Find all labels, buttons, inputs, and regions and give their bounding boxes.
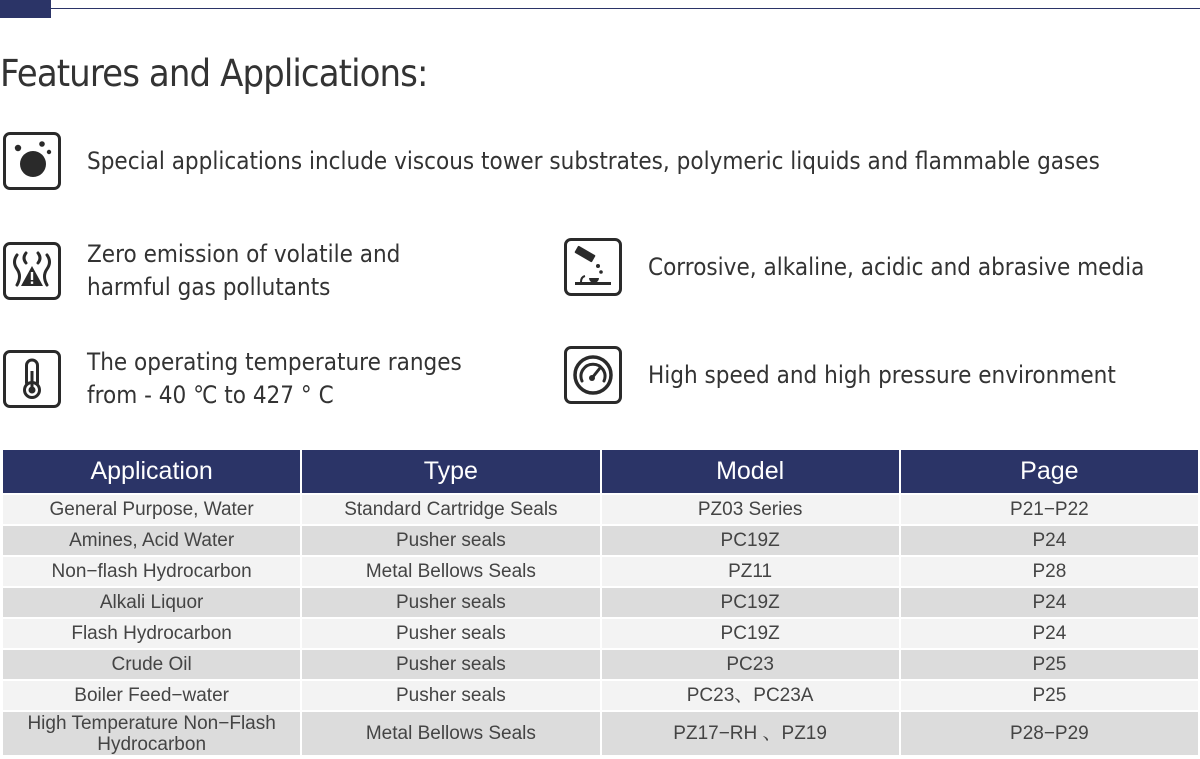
cell-type: Pusher seals xyxy=(302,679,599,710)
cell-page: P28−P29 xyxy=(901,710,1198,755)
corrosive-icon xyxy=(564,238,622,296)
cell-application: Non−flash Hydrocarbon xyxy=(3,555,300,586)
bubbles-icon xyxy=(3,132,61,190)
gauge-icon xyxy=(564,346,622,404)
table-row xyxy=(3,648,1198,679)
cell-type: Metal Bellows Seals xyxy=(302,710,599,755)
feature-text-line: Corrosive, alkaline, acidic and abrasive media xyxy=(648,252,1145,281)
cell-page: P28 xyxy=(901,555,1198,586)
fumes-warning-icon xyxy=(3,242,61,300)
top-divider-line xyxy=(51,8,1200,9)
thermometer-icon xyxy=(3,350,61,408)
cell-model: PC19Z xyxy=(602,586,899,617)
cell-page: P25 xyxy=(901,648,1198,679)
cell-application: Flash Hydrocarbon xyxy=(3,617,300,648)
cell-page: P25 xyxy=(901,679,1198,710)
cell-model: PZ03 Series xyxy=(602,493,899,524)
table-row xyxy=(3,679,1198,710)
feature-text-line: from - 40 ℃ to 427 ° C xyxy=(87,381,334,409)
header-application: Application xyxy=(3,450,300,493)
feature-text-line: The operating temperature ranges xyxy=(87,348,462,376)
cell-type: Pusher seals xyxy=(302,586,599,617)
cell-page: P24 xyxy=(901,586,1198,617)
feature-temperature-range xyxy=(3,346,503,412)
feature-high-speed-pressure xyxy=(564,346,1168,404)
cell-application: Amines, Acid Water xyxy=(3,524,300,555)
table-row xyxy=(3,617,1198,648)
cell-type: Standard Cartridge Seals xyxy=(302,493,599,524)
cell-application: Alkali Liquor xyxy=(3,586,300,617)
top-rule xyxy=(0,0,1200,18)
cell-type: Pusher seals xyxy=(302,617,599,648)
table-row xyxy=(3,710,1198,755)
cell-page: P24 xyxy=(901,617,1198,648)
cell-application: Crude Oil xyxy=(3,648,300,679)
cell-page: P24 xyxy=(901,524,1198,555)
table-header-row xyxy=(3,450,1198,493)
feature-text-line: High speed and high pressure environment xyxy=(648,360,1116,389)
cell-application: High Temperature Non−Flash Hydrocarbon xyxy=(3,710,300,755)
cell-model: PC19Z xyxy=(602,617,899,648)
cell-type: Pusher seals xyxy=(302,648,599,679)
feature-text-line: Zero emission of volatile and xyxy=(87,240,401,268)
top-accent-bar xyxy=(0,0,51,18)
section-heading: Features and Applications: xyxy=(0,52,428,95)
table-row xyxy=(3,586,1198,617)
cell-model: PC19Z xyxy=(602,524,899,555)
cell-application: General Purpose, Water xyxy=(3,493,300,524)
table-row xyxy=(3,524,1198,555)
cell-page: P21−P22 xyxy=(901,493,1198,524)
cell-type: Metal Bellows Seals xyxy=(302,555,599,586)
feature-zero-emission xyxy=(3,238,435,304)
table-row xyxy=(3,493,1198,524)
feature-text-line: Special applications include viscous tower substrates, polymeric liquids and flammable gases xyxy=(87,146,1100,175)
cell-application: Boiler Feed−water xyxy=(3,679,300,710)
cell-type: Pusher seals xyxy=(302,524,599,555)
cell-model: PZ11 xyxy=(602,555,899,586)
cell-model: PC23、PC23A xyxy=(602,679,899,710)
cell-model: PZ17−RH 、PZ19 xyxy=(602,710,899,755)
table-row xyxy=(3,555,1198,586)
cell-model: PC23 xyxy=(602,648,899,679)
header-model: Model xyxy=(602,450,899,493)
feature-text-line: harmful gas pollutants xyxy=(87,273,331,301)
header-type: Type xyxy=(302,450,599,493)
header-page: Page xyxy=(901,450,1198,493)
applications-table xyxy=(1,450,1200,755)
feature-special-applications xyxy=(3,132,1200,190)
feature-corrosive-media xyxy=(564,238,1200,296)
